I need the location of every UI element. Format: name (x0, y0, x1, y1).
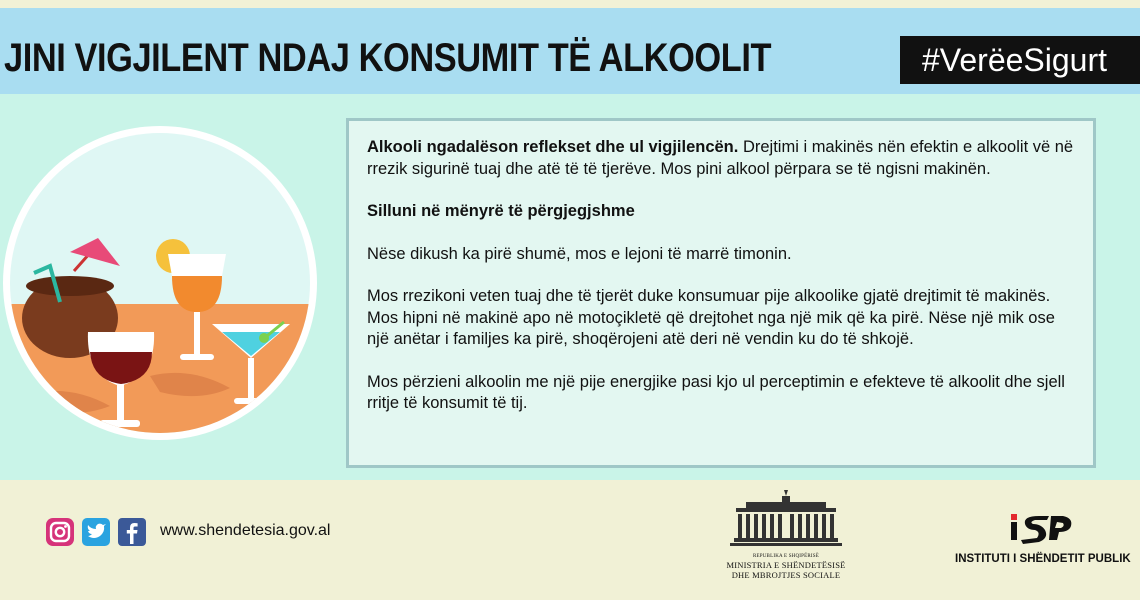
isp-logo (955, 510, 1131, 570)
intro-rest: Drejtimi i makinës nën efektin e alkoolit vë në rrezik sigurinë tuaj dhe atë të të tjerëve. Mos pini alkool përpara se të ngisni makinën. (367, 138, 1074, 178)
social-links (46, 518, 146, 546)
paragraph-intro (367, 137, 1075, 180)
ministry-name-line1: MINISTRIA E SHËNDETËSISË (726, 560, 846, 570)
isp-mark-icon (1005, 510, 1075, 544)
intro-bold: Alkooli ngadalëson reflekset dhe ul vigjilencën. (367, 138, 739, 156)
ministry-country: REPUBLIKA E SHQIPËRISË (752, 554, 820, 559)
instagram-icon[interactable] (46, 518, 74, 546)
ministry-logo (718, 488, 854, 588)
info-text-box (346, 118, 1096, 468)
drinks-illustration (0, 126, 330, 456)
hashtag-badge: #VerëeSigurt (900, 36, 1140, 84)
page-title: JINI VIGJILENT NDAJ KONSUMIT TË ALKOOLIT (4, 36, 772, 80)
section-heading (367, 201, 1075, 223)
isp-name: INSTITUTI I SHËNDETIT PUBLIK (955, 553, 1131, 565)
facebook-icon[interactable] (118, 518, 146, 546)
ministry-name-line2: DHE MBROJTJES SOCIALE (731, 570, 841, 580)
top-strip (0, 0, 1140, 8)
paragraph-risk: Mos rrezikoni veten tuaj dhe të tjerët duke konsumuar pije alkoolike gjatë drejtimit të makinës. Mos hipni në makinë apo në motoçikletë që drejtohet nga një mik që ka pirë. Nëse një mik ose një anëtar i familjes ka pirë, shoqërojeni atë deri në vendin ku do të shkojë. (367, 287, 1055, 348)
website-link[interactable]: www.shendetesia.gov.al (160, 522, 331, 539)
ministry-building-icon (726, 488, 846, 548)
paragraph-driver: Nëse dikush ka pirë shumë, mos e lejoni të marrë timonin. (367, 244, 792, 263)
heading-text: Silluni në mënyrë të përgjegjshme (367, 202, 635, 220)
header-banner (0, 8, 1140, 94)
twitter-icon[interactable] (82, 518, 110, 546)
paragraph-energy: Mos përzieni alkoolin me një pije energjike pasi kjo ul perceptimin e efekteve të alkoolit dhe sjell rritje të konsumit të tij. (367, 372, 1065, 412)
